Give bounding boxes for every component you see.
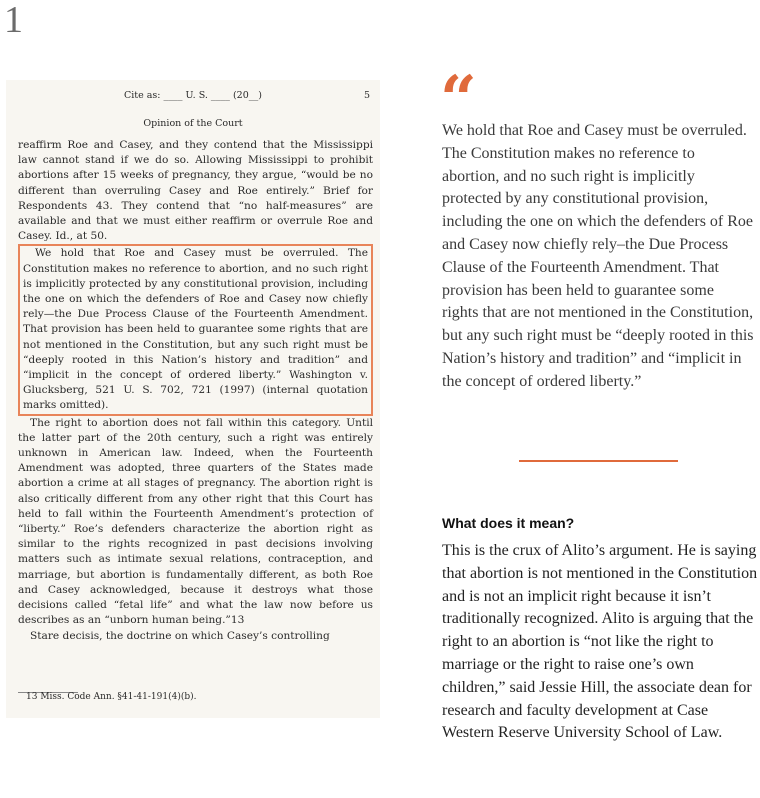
document-paragraph: reaffirm Roe and Casey, and they contend that the Mississippi law cannot stand if we do so. Allowing Mississippi to prohibit abortions after 15 weeks of pregnancy, they argue, “would be no different than overruling Casey and Roe entirely.” Brief for Respondents 43. They contend that “no half-measures” are available and that we must either reaffirm or overrule Roe and Casey. Id., at 50.	[18, 139, 373, 243]
explanation-text: This is the crux of Alito’s argument. He is saying that abortion is not mentioned in the Constitution and is not an implicit right because it isn’t traditionally recognized. Alito is arguing that the right to an abortion is “not like the right to marriage or the right to raise one’s own children,” said Jessie Hill, the associate dean for research and faculty development at Case Western Reserve University School of Law.	[442, 542, 758, 742]
document-image	[6, 80, 380, 718]
divider	[519, 460, 678, 462]
citation: Cite as: ____ U. S. ____ (20__)	[124, 90, 262, 101]
page-number: 1	[4, 0, 23, 41]
document-paragraph: The right to abortion does not fall within this category. Until the latter part of the 20th century, such a right was entirely unknown in American law. Indeed, when the Fourteenth Amendment was adopted, three quarters of the States made abortion a crime at all stages of pregnancy. The abortion right is also critically different from any other right that this Court has held to fall within the Fourteenth Amendment’s protection of “liberty.” Roe’s defenders characterize the abortion right as similar to the rights recognized in past decisions involving matters such as intimate sexual relations, contraception, and marriage, but abortion is fundamentally different, as both Roe and Casey acknowledged, because it destroys what those decisions called “fetal life” and what the law now before us describes as an “unborn human being.”13	[18, 416, 373, 627]
pull-quote: We hold that Roe and Casey must be overruled. The Constitution makes no reference to abortion, and no such right is implicitly protected by any constitutional provision, including the one on which the defenders of Roe and Casey now chiefly rely–the Due Process Clause of the Fourteenth Amendment. That provision has been held to guarantee some rights that are not mentioned in the Constitution, but any such right must be “deeply rooted in this Nation’s history and tradition” and “implicit in the concept of ordered liberty.”	[442, 122, 754, 390]
quote-mark-icon: “	[440, 62, 477, 137]
footnote: 13 Miss. Code Ann. §41-41-191(4)(b).	[26, 692, 197, 702]
document-paragraph: Stare decisis, the doctrine on which Casey’s controlling	[30, 629, 330, 642]
section-heading: What does it mean?	[442, 515, 575, 531]
document-page-number: 5	[363, 90, 370, 101]
document-body	[18, 138, 373, 644]
highlighted-passage: We hold that Roe and Casey must be overruled. The Constitution makes no reference to abortion, and no such right is implicitly protected by any constitutional provision, including the one on which the defenders of Roe and Casey now chiefly rely—the Due Process Clause of the Fourteenth Amendment. That provision has been held to guarantee some rights that are not mentioned in the Constitution, but any such right must be “deeply rooted in this Nation’s history and tradition” and “implicit in the concept of ordered liberty.” Washington v. Glucksberg, 521 U. S. 702, 721 (1997) (internal quotation marks omitted).	[18, 244, 373, 415]
opinion-heading: Opinion of the Court	[143, 118, 243, 129]
